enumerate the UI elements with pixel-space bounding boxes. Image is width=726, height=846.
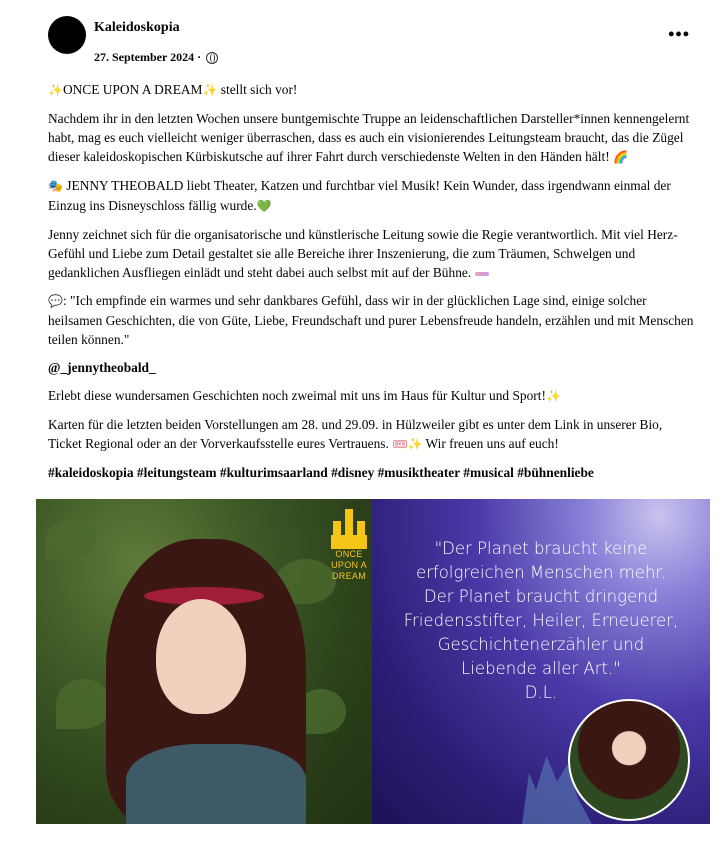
- handle-paragraph: [48, 358, 698, 377]
- leaf-shape: [56, 679, 111, 729]
- quote-line: erfolgreichen Menschen mehr.: [416, 563, 666, 582]
- quote-paragraph: [48, 291, 698, 349]
- quote-author: D.L.: [524, 683, 558, 702]
- round-portrait: [568, 699, 690, 821]
- theater-mask-icon: 🎭: [48, 179, 63, 193]
- invite-paragraph: [48, 386, 698, 406]
- quote-line: Friedensstifter, Heiler, Erneuerer,: [403, 611, 679, 630]
- quote-line: Der Planet braucht dringend: [423, 587, 659, 606]
- quote-block: [382, 537, 700, 705]
- feather-icon: [475, 272, 489, 276]
- jenny-paragraph: [48, 176, 698, 216]
- green-heart-icon: 💚: [256, 199, 272, 213]
- quote-line: "Der Planet braucht keine: [434, 539, 648, 558]
- once-upon-a-dream-logo: [326, 505, 372, 582]
- face-shape: [156, 599, 246, 714]
- ticket-icon: 🎟: [392, 437, 408, 451]
- role-paragraph: [48, 225, 698, 282]
- sparkle-icon: ✨: [202, 83, 218, 97]
- intro-paragraph: [48, 109, 698, 167]
- role-text: Jenny zeichnet sich für die organisatorische und künstlerische Leitung sowie die Regie verantwortlich. Mit viel Herz-Gefühl und Liebe zum Detail gestaltet sie alle Bereiche ihrer Inszenierung, die zum Träumen, Schwelgen und gedanklichen Ausfliegen einlädt und steht dabei auch selbst mit auf der Bühne.: [48, 227, 678, 280]
- post-body: [48, 80, 698, 491]
- invite-text: Erlebt diese wundersamen Geschichten noch zweimal mit uns im Haus für Kultur und Sport!: [48, 388, 546, 403]
- hashtags[interactable]: #kaleidoskopia #leitungsteam #kulturimsaarland #disney #musiktheater #musical #bühnenliebe: [48, 465, 594, 480]
- headline-paragraph: [48, 80, 698, 100]
- dress-shape: [126, 744, 306, 824]
- logo-line-2: UPON A: [331, 560, 367, 570]
- leaf-shape: [46, 519, 96, 559]
- avatar[interactable]: [48, 16, 86, 54]
- mention-link[interactable]: @_jennytheobald_: [48, 360, 156, 375]
- headline: ONCE UPON A DREAM: [62, 82, 203, 97]
- quote-card: [372, 499, 710, 824]
- hashtags-paragraph: [48, 463, 698, 482]
- quote-text: : "Ich empfinde ein warmes und sehr dankbares Gefühl, dass wir in der glücklichen Lage sind, einige solcher heilsamen Geschichten, die von Güte, Liebe, Freundschaft und purer Lebensfreude handeln, erzählen und mit Menschen teilen können.": [48, 293, 694, 347]
- rainbow-icon: 🌈: [613, 150, 628, 164]
- page-name[interactable]: Kaleidoskopia: [94, 20, 180, 35]
- post-header: [48, 16, 708, 68]
- sparkle-icon: ✨: [407, 437, 423, 451]
- logo-line-1: ONCE: [335, 549, 363, 559]
- intro-text: Nachdem ihr in den letzten Wochen unsere buntgemischte Truppe an leidenschaftlichen Darsteller*innen kennengelernt habt, mag es euch vielleicht weniger überraschen, dass es auch ein visionierendes Leitungsteam braucht, das die Zügel dieser kaleidoskopischen Kürbiskutsche auf ihrer Fahrt durch verschiedenste Welten in den Händen hält!: [48, 111, 690, 164]
- globe-icon: [206, 52, 218, 64]
- meta-separator: ·: [197, 50, 202, 64]
- post-date[interactable]: 27. September 2024: [94, 50, 195, 64]
- headline-suffix: stellt sich vor!: [217, 82, 298, 97]
- quote-line: Geschichtenerzähler und: [437, 635, 645, 654]
- sparkle-icon: ✨: [48, 83, 63, 97]
- quote-line: Liebende aller Art.": [461, 659, 621, 678]
- jenny-text: JENNY THEOBALD liebt Theater, Katzen und furchtbar viel Musik! Kein Wunder, dass irgendwann einmal der Einzug ins Disneyschloss fällig wurde.: [48, 178, 671, 213]
- castle-icon: [329, 505, 369, 549]
- logo-line-3: DREAM: [331, 571, 366, 581]
- speech-bubble-icon: 💬: [48, 294, 63, 308]
- post-meta: [94, 50, 218, 65]
- tickets-closing: Wir freuen uns auf euch!: [422, 436, 559, 451]
- sparkle-icon: ✨: [545, 389, 561, 403]
- more-options-button[interactable]: •••: [668, 24, 690, 44]
- tickets-text: Karten für die letzten beiden Vorstellungen am 28. und 29.09. in Hülzweiler gibt es unter dem Link in unserer Bio, Ticket Regional oder an der Vorverkaufsstelle eures Vertrauens.: [48, 417, 663, 451]
- portrait-photo: [36, 499, 372, 824]
- post-image[interactable]: [36, 499, 710, 824]
- tickets-paragraph: [48, 415, 698, 454]
